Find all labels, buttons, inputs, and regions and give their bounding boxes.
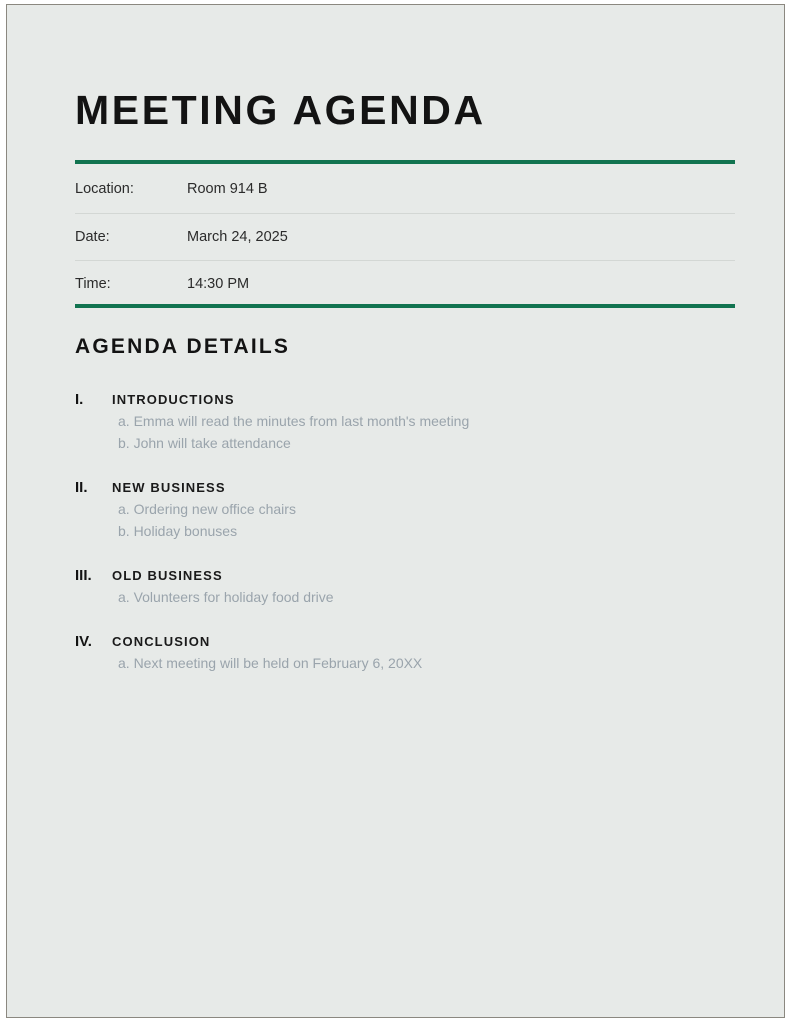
list-item: b. John will take attendance xyxy=(118,435,291,451)
info-label-date: Date: xyxy=(75,229,110,245)
info-row-location xyxy=(75,181,735,205)
info-value-time: 14:30 PM xyxy=(187,276,250,292)
agenda-item-introductions xyxy=(69,391,749,454)
info-label-time: Time: xyxy=(75,276,111,292)
agenda-title: OLD BUSINESS xyxy=(112,568,223,583)
page-title: MEETING AGENDA xyxy=(75,87,486,133)
info-label-location: Location: xyxy=(75,181,134,197)
agenda-subitem-list xyxy=(69,586,749,608)
info-value-date: March 24, 2025 xyxy=(187,229,288,245)
document-page xyxy=(6,4,785,1018)
agenda-item-new-business xyxy=(69,479,749,542)
agenda-title: CONCLUSION xyxy=(112,634,211,649)
accent-rule-top xyxy=(75,160,735,164)
agenda-subitem-list xyxy=(69,652,749,674)
info-row-date xyxy=(75,229,735,253)
agenda-item-old-business xyxy=(69,567,749,608)
agenda-item-conclusion xyxy=(69,633,749,674)
agenda-numeral: II. xyxy=(75,479,88,496)
info-separator-1 xyxy=(75,213,735,214)
list-item: a. Emma will read the minutes from last month's meeting xyxy=(118,413,470,429)
list-item: a. Volunteers for holiday food drive xyxy=(118,589,334,605)
agenda-title: NEW BUSINESS xyxy=(112,480,226,495)
list-item: a. Ordering new office chairs xyxy=(118,501,296,517)
accent-rule-bottom xyxy=(75,304,735,308)
agenda-numeral: I. xyxy=(75,391,84,408)
agenda-title: INTRODUCTIONS xyxy=(112,392,235,407)
list-item: b. Holiday bonuses xyxy=(118,523,238,539)
agenda-subitem-list xyxy=(69,498,749,542)
document-content xyxy=(69,5,722,1017)
agenda-numeral: III. xyxy=(75,567,92,584)
agenda-details-heading: AGENDA DETAILS xyxy=(75,335,291,358)
info-separator-2 xyxy=(75,260,735,261)
list-item: a. Next meeting will be held on February 6, 20XX xyxy=(118,655,423,671)
agenda-subitem-list xyxy=(69,410,749,454)
info-row-time xyxy=(75,276,735,300)
info-value-location: Room 914 B xyxy=(187,181,268,197)
agenda-list xyxy=(69,391,749,674)
agenda-numeral: IV. xyxy=(75,633,92,650)
